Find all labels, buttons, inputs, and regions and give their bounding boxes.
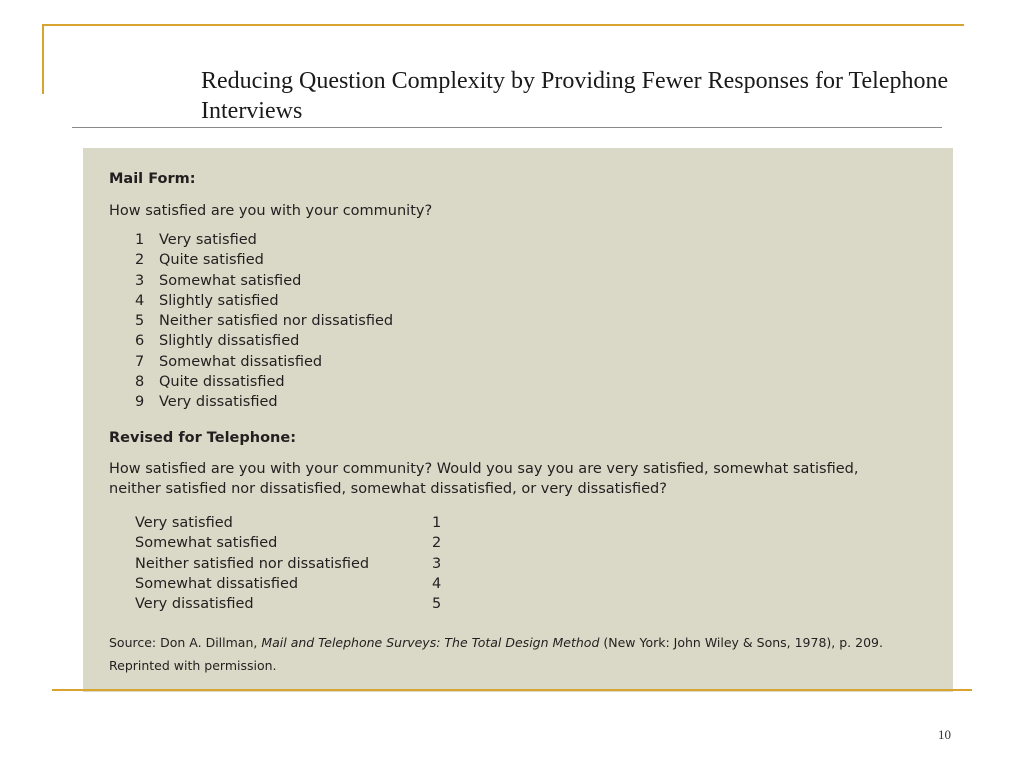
option-label: Somewhat satisfied	[159, 272, 302, 289]
option-number: 6	[135, 333, 145, 350]
option-number: 2	[135, 252, 145, 269]
option-number: 9	[135, 394, 145, 411]
option-number: 5	[135, 313, 145, 330]
option-label: Somewhat satisfied	[135, 535, 278, 552]
mail-form-question: How satisfied are you with your community?	[109, 203, 433, 219]
option-number: 3	[432, 555, 442, 572]
source-reprint: Reprinted with permission.	[109, 658, 277, 673]
list-item	[135, 352, 393, 372]
option-label: Very dissatisfied	[135, 596, 254, 613]
source-line	[109, 631, 939, 654]
option-label: Somewhat dissatisfied	[135, 575, 299, 592]
option-label: Very satisfied	[159, 232, 257, 248]
list-item	[135, 311, 393, 331]
option-label: Somewhat dissatisfied	[159, 353, 323, 370]
mail-form-options	[135, 230, 393, 413]
frame-left-line	[42, 24, 44, 94]
list-item	[135, 554, 441, 574]
option-number: 1	[432, 515, 442, 531]
option-label: Neither satisfied nor dissatisfied	[135, 555, 370, 572]
page-number: 10	[938, 727, 951, 742]
option-number: 8	[135, 374, 145, 391]
list-item	[135, 230, 393, 250]
survey-figure-panel	[83, 148, 953, 692]
option-label: Very satisfied	[135, 515, 233, 531]
mail-form-heading: Mail Form:	[109, 171, 196, 187]
list-item	[135, 331, 393, 351]
list-item	[135, 250, 393, 270]
list-item	[135, 271, 393, 291]
telephone-heading: Revised for Telephone:	[109, 430, 297, 446]
option-number: 3	[135, 272, 145, 289]
frame-bottom-line	[52, 689, 972, 691]
option-number: 4	[135, 292, 145, 309]
option-number: 1	[135, 232, 145, 248]
list-item	[135, 594, 441, 614]
option-number: 4	[432, 575, 442, 592]
list-item	[135, 574, 441, 594]
option-number: 5	[432, 596, 442, 613]
option-label: Slightly satisfied	[159, 292, 279, 309]
source-prefix: Source: Don A. Dillman,	[109, 635, 262, 650]
option-label: Slightly dissatisfied	[159, 333, 300, 350]
option-label: Quite satisfied	[159, 252, 264, 269]
title-underline	[72, 127, 942, 128]
option-label: Neither satisfied nor dissatisfied	[159, 313, 394, 330]
option-number: 7	[135, 353, 145, 370]
telephone-options	[135, 513, 441, 614]
telephone-question: How satisfied are you with your community? Would you say you are very satisfied, somewhat satisfied, neither satisfied nor dissatisfied, somewhat dissatisfied, or very dissatisfied?	[109, 461, 859, 497]
frame-top-line	[42, 24, 964, 26]
option-number: 2	[432, 535, 442, 552]
list-item	[135, 392, 393, 412]
list-item	[135, 533, 441, 553]
list-item	[135, 291, 393, 311]
slide-title: Reducing Question Complexity by Providing Fewer Responses for Telephone Interviews	[201, 68, 949, 124]
source-citation	[109, 631, 939, 677]
source-suffix: (New York: John Wiley & Sons, 1978), p. 209.	[599, 635, 883, 650]
option-label: Very dissatisfied	[159, 394, 278, 411]
list-item	[135, 372, 393, 392]
option-label: Quite dissatisfied	[159, 374, 285, 391]
list-item	[135, 513, 441, 533]
source-book-title: Mail and Telephone Surveys: The Total Design Method	[261, 635, 600, 650]
